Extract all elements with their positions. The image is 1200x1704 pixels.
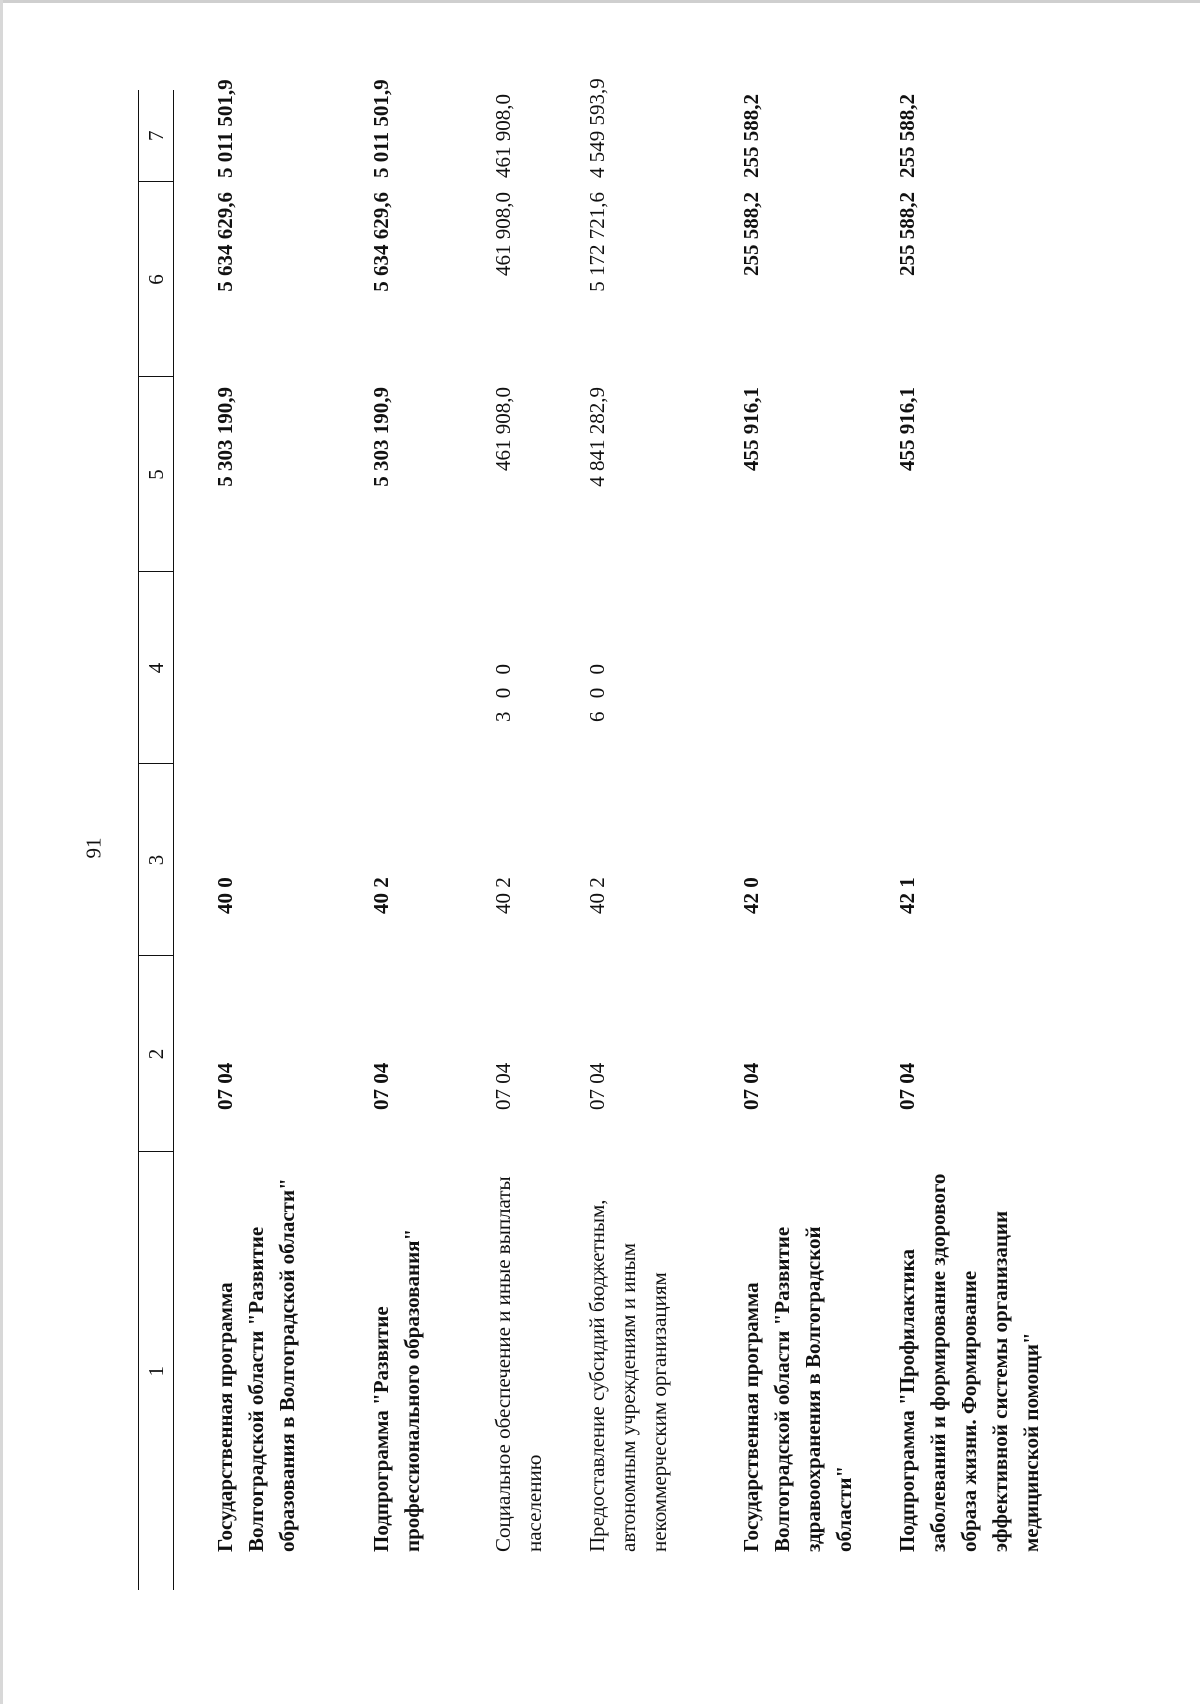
table-row bbox=[210, 90, 366, 1590]
row-target: 40 2 bbox=[585, 877, 609, 914]
row-name: Предоставление субсидий бюджетным, автономным учреждениям и иным некоммерческим организациям bbox=[585, 1199, 671, 1552]
row-target: 40 2 bbox=[369, 877, 393, 914]
row-name: Государственная программа Волгоградской области "Развитие образования в Волгоградской области" bbox=[213, 1178, 299, 1552]
table-header bbox=[139, 90, 174, 1590]
row-expense-type bbox=[892, 572, 1047, 764]
row-value-7: 5 011 501,9 bbox=[213, 79, 237, 178]
scan-edge-top bbox=[0, 0, 1200, 3]
row-value-7: 4 549 593,9 bbox=[585, 78, 609, 178]
row-value-5: 455 916,1 bbox=[739, 387, 763, 471]
row-value-7: 255 588,2 bbox=[739, 94, 763, 178]
column-header-7: 7 bbox=[139, 90, 174, 182]
row-expense-type: 3 0 0 bbox=[491, 660, 515, 722]
row-value-5: 5 303 190,9 bbox=[213, 387, 237, 487]
row-value-7: 255 588,2 bbox=[895, 94, 919, 178]
column-header-1: 1 bbox=[139, 1152, 174, 1590]
column-header-4: 4 bbox=[139, 572, 174, 764]
row-value-6: 255 588,2 bbox=[739, 192, 763, 276]
row-section: 07 04 bbox=[585, 1062, 609, 1110]
row-value-6: 461 908,0 bbox=[491, 192, 515, 276]
table-row bbox=[366, 90, 488, 1590]
row-section: 07 04 bbox=[213, 1062, 237, 1110]
row-name: Социальное обеспечение и иные выплаты населению bbox=[491, 1176, 546, 1552]
row-name: Подпрограмма "Развитие профессионального образования" bbox=[369, 1228, 424, 1552]
rotated-table-container bbox=[138, 78, 1043, 1590]
budget-table bbox=[138, 78, 1047, 1590]
row-value-6: 5 634 629,6 bbox=[369, 192, 393, 292]
row-expense-type: 6 0 0 bbox=[585, 660, 609, 722]
row-value-5: 5 303 190,9 bbox=[369, 387, 393, 487]
row-target: 42 0 bbox=[739, 877, 763, 914]
row-value-7: 461 908,0 bbox=[491, 94, 515, 178]
row-value-5: 461 908,0 bbox=[491, 387, 515, 471]
row-value-5: 455 916,1 bbox=[895, 387, 919, 471]
row-expense-type bbox=[210, 572, 366, 764]
row-section: 07 04 bbox=[369, 1062, 393, 1110]
row-target: 40 2 bbox=[491, 877, 515, 914]
column-header-2: 2 bbox=[139, 956, 174, 1152]
row-expense-type bbox=[736, 572, 892, 764]
row-value-6: 5 634 629,6 bbox=[213, 192, 237, 292]
page-number-text: 91 bbox=[81, 837, 106, 859]
row-value-6: 5 172 721,6 bbox=[585, 192, 609, 292]
table-row bbox=[892, 90, 1047, 1590]
table-row bbox=[582, 90, 736, 1590]
header-spacer bbox=[174, 90, 211, 1590]
row-value-6: 255 588,2 bbox=[895, 192, 919, 276]
row-value-7: 5 011 501,9 bbox=[369, 79, 393, 178]
row-section: 07 04 bbox=[491, 1062, 515, 1110]
table-row bbox=[488, 90, 582, 1590]
row-value-5: 4 841 282,9 bbox=[585, 387, 609, 487]
row-name: Подпрограмма "Профилактика заболеваний и формирование здорового образа жизни. Формирование эффективной системы организации медицинской помощи" bbox=[895, 1173, 1043, 1552]
row-target: 42 1 bbox=[895, 877, 919, 914]
row-target: 40 0 bbox=[213, 877, 237, 914]
column-header-5: 5 bbox=[139, 377, 174, 572]
row-section: 07 04 bbox=[895, 1062, 919, 1110]
row-expense-type bbox=[366, 572, 488, 764]
row-section: 07 04 bbox=[739, 1062, 763, 1110]
scan-edge-left bbox=[0, 0, 3, 1704]
column-header-6: 6 bbox=[139, 182, 174, 377]
table-body bbox=[174, 78, 1048, 1590]
table-row bbox=[736, 90, 892, 1590]
header-row bbox=[139, 90, 174, 1590]
row-name: Государственная программа Волгоградской области "Развитие здравоохранения в Волгоградской области" bbox=[739, 1226, 856, 1552]
column-header-3: 3 bbox=[139, 764, 174, 956]
